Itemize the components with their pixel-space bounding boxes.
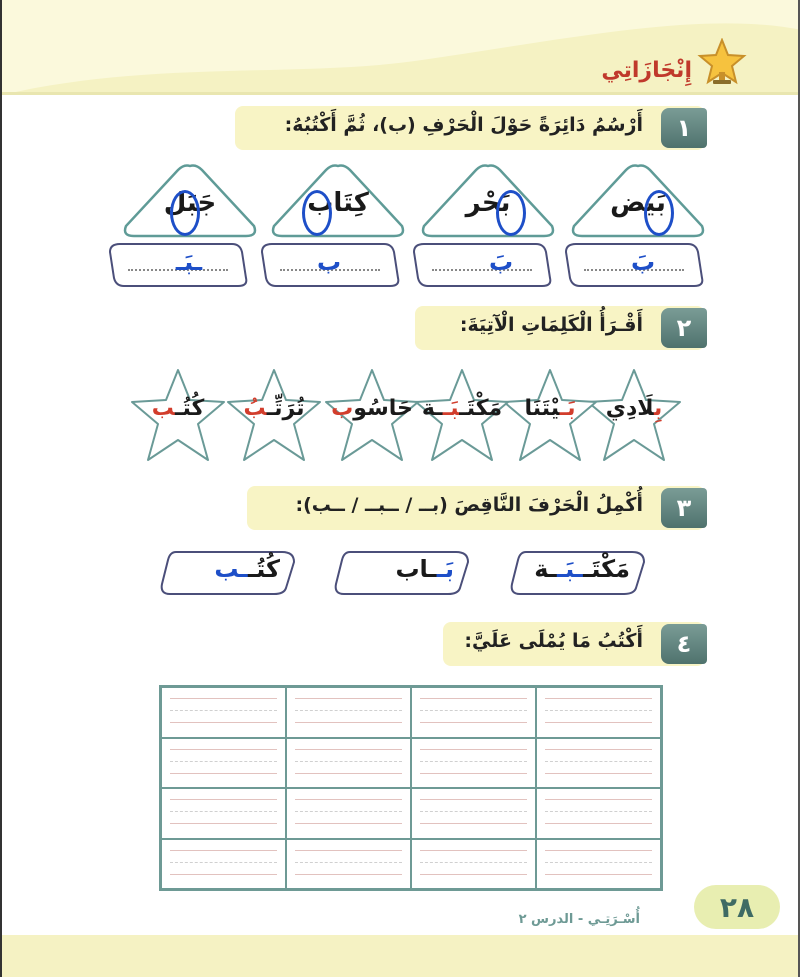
- star-word-text: [500, 396, 600, 421]
- complete-word-box-1[interactable]: [508, 550, 648, 596]
- triangle-word-text: كِتَاب: [307, 188, 369, 218]
- answer-box-2[interactable]: [412, 242, 552, 288]
- writing-cell[interactable]: [411, 839, 536, 890]
- section-2-instruction: أَقْـرَأُ الْكَلِمَاتِ الْآتِيَةَ:: [459, 314, 643, 336]
- highlight-letter: بُ: [243, 396, 267, 421]
- circle-mark: [644, 190, 674, 236]
- triangle-word-2: [418, 160, 558, 240]
- writing-cell[interactable]: [536, 687, 661, 738]
- page-number: ٢٨: [694, 885, 780, 929]
- complete-word-text: [534, 555, 630, 583]
- section-4-header: [443, 622, 705, 666]
- writing-cell[interactable]: [536, 839, 661, 890]
- word-start: كُتُـ: [248, 555, 280, 583]
- writing-cell[interactable]: [536, 738, 661, 789]
- writing-cell[interactable]: [411, 738, 536, 789]
- word-rest: ـاب: [395, 555, 437, 583]
- writing-cell[interactable]: [411, 687, 536, 738]
- star-word-4: [322, 366, 422, 466]
- section-3-number: ٣: [661, 488, 707, 528]
- word-start: مَكْتَـ: [459, 396, 503, 421]
- writing-cell[interactable]: [161, 687, 286, 738]
- triangle-word-text: بَحْر: [465, 188, 511, 218]
- highlight-letter: بَـ: [559, 396, 576, 421]
- writing-cell[interactable]: [286, 788, 411, 839]
- star-word-text: [322, 396, 422, 421]
- star-word-2: [500, 366, 600, 466]
- word-rest: يْتَنَا: [524, 396, 560, 421]
- writing-cell[interactable]: [161, 738, 286, 789]
- answer-letter: بَ: [488, 248, 514, 276]
- circle-mark: [302, 190, 332, 236]
- word-start: حَاسُو: [353, 396, 413, 421]
- word-rest: لَادِي: [605, 396, 654, 421]
- section-1-instruction: أَرْسُمُ دَائِرَةً حَوْلَ الْحَرْفِ (ب)، ثُمَّ أَكْتُبُهُ:: [284, 114, 643, 136]
- star-word-6: [128, 366, 228, 466]
- triangle-word-1: [568, 160, 708, 240]
- word-start: كُتُـ: [175, 396, 205, 421]
- header-title: إِنْجَازَاتِي: [601, 58, 692, 83]
- highlight-letter: ب: [151, 396, 175, 421]
- complete-word-box-3[interactable]: [158, 550, 298, 596]
- filled-letter: بَـ: [436, 555, 454, 583]
- highlight-letter: بَـ: [442, 396, 460, 421]
- section-4-number: ٤: [661, 624, 707, 664]
- star-word-text: [224, 396, 324, 421]
- answer-letter: بَ: [630, 248, 656, 276]
- triangle-word-3: [268, 160, 408, 240]
- writing-cell[interactable]: [411, 788, 536, 839]
- writing-cell[interactable]: [286, 839, 411, 890]
- word-start: تُرَتِّـ: [266, 396, 305, 421]
- trophy-star-icon: [696, 38, 748, 86]
- filled-letter: ـبَـ: [556, 555, 584, 583]
- section-4-instruction: أَكْتُبُ مَا يُمْلَى عَلَيَّ:: [464, 630, 643, 652]
- section-2-number: ٢: [661, 308, 707, 348]
- writing-cell[interactable]: [286, 687, 411, 738]
- writing-cell[interactable]: [286, 738, 411, 789]
- writing-cell[interactable]: [161, 788, 286, 839]
- writing-cell[interactable]: [536, 788, 661, 839]
- answer-letter: ب: [316, 248, 342, 276]
- complete-word-box-2[interactable]: [332, 550, 472, 596]
- star-word-3: [412, 366, 512, 466]
- answer-box-shape: [412, 242, 552, 288]
- highlight-letter: ب: [331, 396, 354, 421]
- writing-cell[interactable]: [161, 839, 286, 890]
- circle-mark: [170, 190, 200, 236]
- section-2-header: [415, 306, 705, 350]
- answer-letter: ـبَـ: [175, 248, 203, 276]
- filled-letter: ـب: [214, 555, 249, 583]
- complete-word-text: [395, 555, 454, 583]
- footer-band: [2, 935, 800, 977]
- star-word-5: [224, 366, 324, 466]
- answer-box-3[interactable]: [260, 242, 400, 288]
- answer-box-4[interactable]: [108, 242, 248, 288]
- star-word-text: [412, 396, 512, 421]
- word-rest: ـة: [421, 396, 443, 421]
- triangle-word-4: [120, 160, 260, 240]
- star-word-text: [128, 396, 228, 421]
- triangle-word-text: جَبَل: [163, 188, 217, 218]
- word-rest: ـة: [534, 555, 557, 583]
- section-1-number: ١: [661, 108, 707, 148]
- writing-dots: [432, 269, 532, 271]
- circle-mark: [496, 190, 526, 236]
- dictation-grid: [159, 685, 663, 891]
- complete-word-text: [214, 555, 280, 583]
- triangle-word-text: بَيض: [610, 188, 666, 218]
- answer-box-1[interactable]: [564, 242, 704, 288]
- section-3-instruction: أُكْمِلُ الْحَرْفَ النَّاقِصَ (بــ / ــبــ / ــب):: [295, 494, 643, 516]
- lesson-label: أُسْـرَتِـي - الدرس ٢: [518, 912, 640, 927]
- highlight-letter: بِ: [653, 396, 663, 421]
- section-3-header: [247, 486, 705, 530]
- section-1-header: [235, 106, 705, 150]
- word-start: مَكْتَـ: [583, 555, 630, 583]
